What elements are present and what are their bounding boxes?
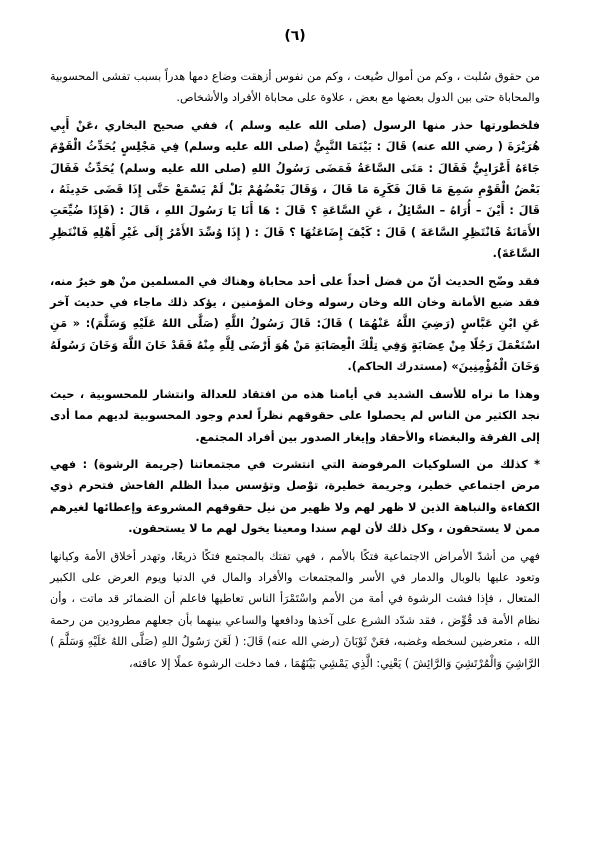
body-text: [50, 66, 540, 674]
text-line: حديث آخر عَنِ ابْنِ عَبَّاسٍ (رَضِيَ اللَّهُ عَنْهُمَا ) قَالَ: قَالَ رَسُولُ اللَّهِ (صَلَّى اللهُ عَلَيْهِ وَسَلَّمَ):: [50, 296, 540, 331]
text-line: والمال في الدنيا ويوم العرض على الكبير المتعال ، فإذا فشت الرشوة في أمة من الأمم: [50, 570, 540, 606]
paragraph: [50, 66, 540, 109]
text-line: تفشى المحسوبية والمحاباة حتى بين الدول بعضها مع بعض ، علاوة على محاباة الأفراد: [50, 70, 540, 105]
text-line: فقد وضّح الحديث أنّ من فضل أحداً على أحد محاباة وهناك في المسلمين منْ هو: [100, 274, 540, 288]
text-line: « مَنِ اسْتَعْمَلَ رَجُلًا مِنْ عِصَابَةٍ وَفِي تِلْكَ الْعِصَابَةِ مَنْ هُوَ أَرْضَى لِلَّهِ مِنْهُ فَقَدْ خَانَ اللَّهَ وَخَانَ: [50, 317, 540, 352]
text-line: واسْتَمْرَأ الناس تعاطيها فاعلم أن الضمائر قد ماتت ، وأن نظام الأمة قد قُوِّض ، فقد شدّد: [50, 592, 540, 627]
paragraph: [50, 115, 540, 265]
paragraph: [50, 546, 540, 674]
text-line: فلخطورتها حذر منها الرسول (صلى الله عليه وسلم )، ففي صحيح البخاري ،عَنْ أَبِي: [50, 118, 540, 132]
text-line: أَعْرَابِيٌّ فَقَالَ : مَتَى السَّاعَةُ فَمَضَى رَسُولُ اللهِ (صلى الله عليه وسلم) يُحَدِّثُ فَقَالَ بَعْضُ الْقَوْمِ: [50, 161, 540, 197]
page-number: (٦): [284, 28, 306, 44]
text-line: والأشخاص.: [176, 91, 229, 105]
paragraph: [50, 454, 540, 540]
text-line: خيرٌ منه، فقد ضيع الأمانة وخان الله وخان رسوله وخان المؤمنين ، يؤكد ذلك ماجاء في: [50, 274, 540, 310]
text-line: سَمِعَ مَا قَالَ فَكَرِهَ مَا قَالَ ، وَقَالَ بَعْضُهُمْ بَلْ لَمْ يَسْمَعْ حَتَّى إِذَا قَضَى حَدِيثَهُ ، قَالَ : أَيْنَ – أُرَاهُ: [50, 183, 541, 218]
text-line: الرَّاشِيَ وَالْمُرْتَشِيَ وَالرَّائِشَ ) يَعْنِي: الَّذِي يَمْشِي بَيْنَهُمَا ، فما دخلت الرشوة عملًا إلا عاقته،: [129, 656, 540, 670]
text-line: قَالَ : كَيْفَ إِضَاعَتُهَا ؟ قَالَ : ( إِذَا وُسِّدَ الأَمْرُ إِلَى غَيْرِ أَهْلِهِ فَانْتَظِرِ السَّاعَةَ).: [50, 225, 540, 261]
text-line: مرض اجتماعي خطير، وجريمة خطيرة، توْصل وتؤسس مبدأ الظلم الفاحش فتحرم ذوي: [50, 479, 540, 493]
text-line: لسخطه وغضبه، فعَنْ ثَوْبَانَ (رضي الله عنه) قَالَ: ( لَعَنَ رَسُولُ اللهِ (صَلَّى اللهُ عَلَيْهِ وَسَلَّمَ ): [50, 635, 467, 649]
text-line: – السَّائِلُ ، عَنِ السَّاعَةِ ؟ قَالَ : هَا أَنَا يَا رَسُولَ اللهِ ، قَالَ : (فَإِذَا ضُيِّعَتِ الأَمَانَةُ فَانْتَظِرِ السَّاعَةَ ): [50, 204, 540, 239]
text-line: وهذا ما نراه للأسف الشديد في أيامنا هذه من افتقاد للعدالة وانتشار للمحسوبية ،: [79, 387, 540, 401]
text-line: رَسُولَهُ وَخَانَ الْمُؤْمِنِينَ» (مستدرك الحاكم).: [50, 338, 540, 374]
paragraph: [50, 384, 540, 448]
text-line: أدى إلى الفرقة والبغضاء والأحقاد وإيغار الصدور بين أفراد المجتمع.: [50, 409, 540, 444]
text-line: هُرَيْرَةَ ( رضي الله عنه) قَالَ : بَيْنَمَا النَّبِيُّ (صلى الله عليه وسلم) فِي مَجْلِسٍ يُحَدِّثُ الْقَوْمَ جَاءَهُ: [50, 140, 540, 175]
text-line: من حقوق سُلبت ، وكم من أموال ضُيعت ، وكم من نفوس أزهقت وضاع دمها هدراً بسبب: [133, 70, 541, 83]
text-line: الشرع على آخذها ودافعها والساعي بينهما بأن جعلهم مطرودين من رحمة الله ، متعرضين: [50, 613, 540, 649]
text-line: الكفاءة والنباهة الذين لا ظهر لهم ولا ظهير من نيل حقوقهم المشروعة وإعطائها لغيرهم ممن: [50, 500, 540, 536]
text-line: فهي من أشدّ الأمراض الاجتماعية فتكًا بالأمم ، فهي تفتك بالمجتمع فتكًا ذريعًا،: [170, 549, 540, 563]
paragraph: [50, 271, 540, 378]
text-line: وتهدر أخلاق الأمة وكيانها وتعود عليها بالوبال والدمار في الأسر والمجتمعات والأفراد: [50, 549, 540, 584]
text-line: حيث نجد الكثير من الناس لم يحصلوا على حقوقهم نظراً لعدم وجود المحسوبية لديهم مما: [50, 387, 540, 423]
text-line: لا يستحقون ، وكل ذلك لأن لهم سندا ومعينا يخول لهم ما لا يستحقون.: [128, 522, 512, 536]
text-line: * كذلك من السلوكيات المرفوضة التي انتشرت في مجتمعاتنا (جريمة الرشوة) : فهي: [50, 457, 540, 471]
